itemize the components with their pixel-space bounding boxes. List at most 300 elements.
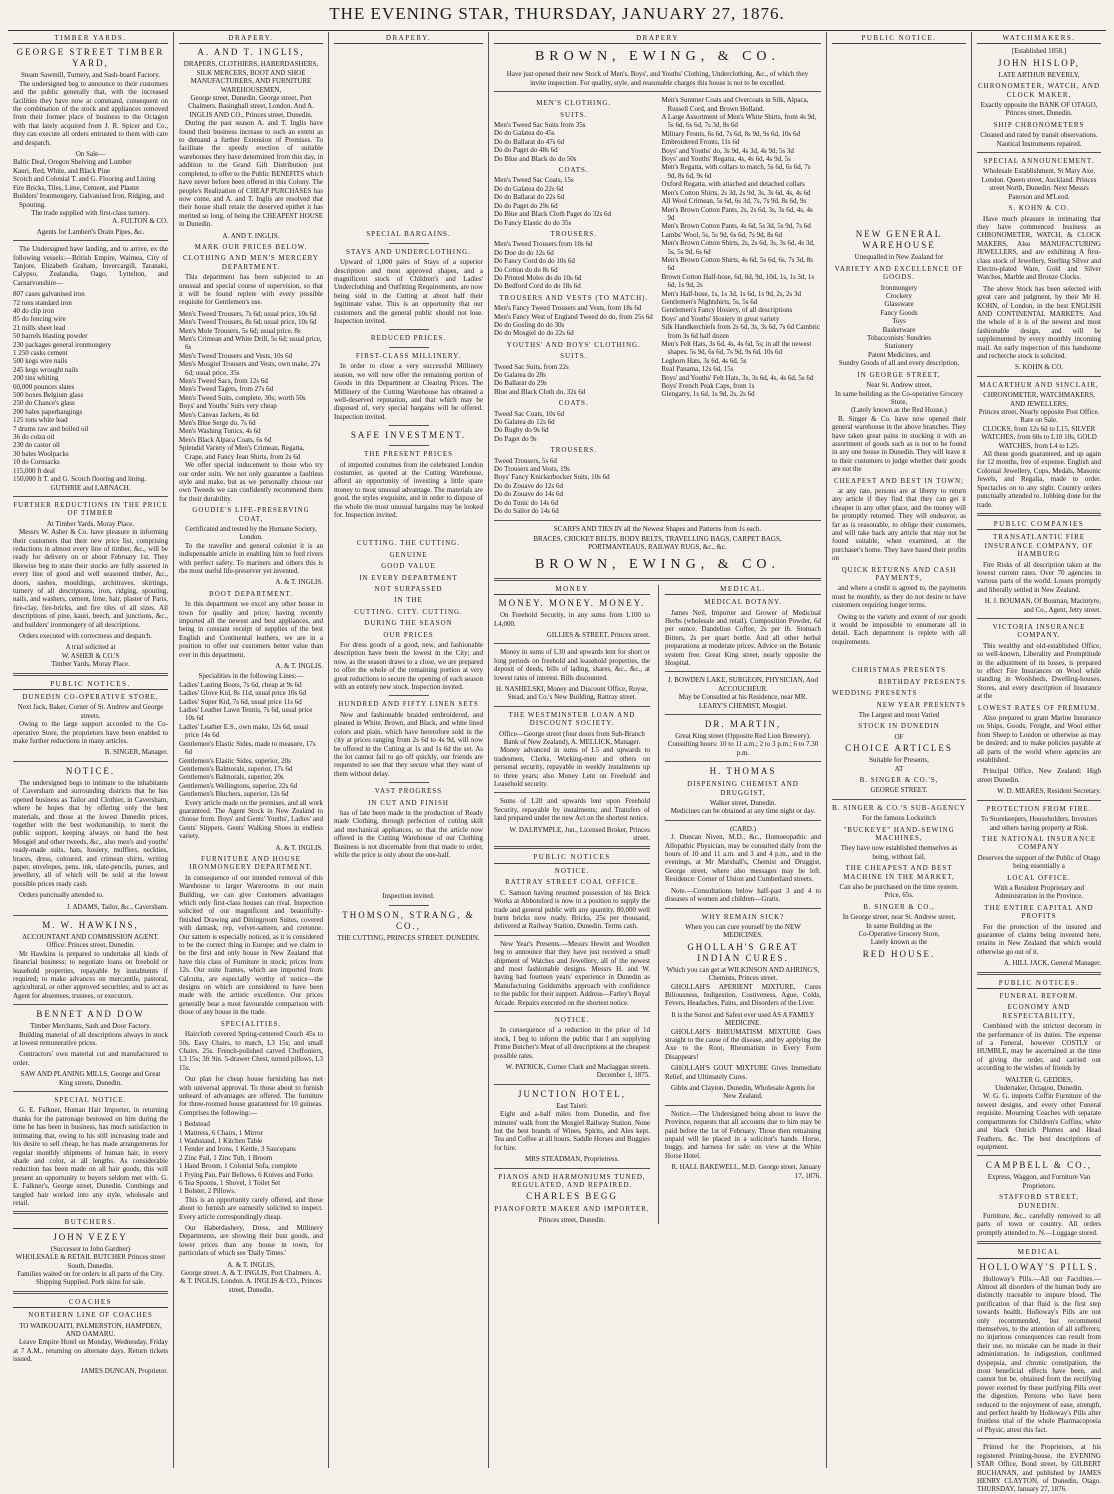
ad-subtitle: CLOCKS, from 12s 6d to L15, SILVER WATCHES, from 60s to L10 10s, GOLD WATCHES, from L4 to L25. — [981, 424, 1097, 450]
price-item: Ladies' Super Kid, 7s 6d, usual price 11s 6d — [179, 697, 302, 706]
ad-signature: A. & T. INGLIS. — [275, 843, 323, 852]
banner-line: DURING THE SEASON — [364, 619, 453, 628]
ad-note: Shipping Supplied. Pork skins for sale. — [35, 1278, 146, 1287]
price-list — [494, 176, 654, 226]
ad-body: Every article made on the premises, and all work guaranteed. The Agent Stock in New Zealand to choose from. Boys' and Gents' Youths', Ladies' and Gents' Slippers. Gents' Walking Shoes in endless variety. — [179, 798, 323, 841]
ad-body: GHOLLAH'S GOUT MIXTURE Gives Immediate Relief, and Ultimately Cures. — [665, 1064, 821, 1081]
ad-note: Orders punctually attended to. — [19, 891, 104, 900]
price-item: Ladies' Lasting Boots, 7s 6d, cheap at 9s 6d — [179, 680, 302, 689]
ad-title: FIRST-CLASS MILLINERY. — [355, 351, 462, 360]
ad-title: LOWEST RATES OF PREMIUM. — [977, 703, 1101, 712]
ad-subtitle: Wholesale Establishment, St Mary Axe, London. Queen street, Auckland. Princes street North, Dunedin. Next Messrs Paterson and M'Leod. — [981, 167, 1097, 201]
ad-subtitle: PIANOFORTE MAKER AND IMPORTER, — [494, 1205, 650, 1214]
cargo-item: 230 do castor oil — [13, 441, 60, 450]
ad-body: James Neil, Importer and Grower of Medicinal Herbs (wholesale and retail). Composition Powder, 6d per ounce. Dandelion Coffee, 2s per lb. Stomach Bitters, 2s per quart bottle. And all other herbal preparations at moderate prices. Advice on the Botanic system free. Great King street, nearly opposite the Hospital. — [665, 608, 821, 667]
ad-body: of imported costumes from the celebrated London costumier, as quoted at the Cutting Warehouse, afford an opportunity of investing a little spare money to most unusual advantage. The materials are good, the styles exquisite, and in order to dispose of the whole the most unusual bargains may be looked for. Inspection invited. — [334, 460, 483, 519]
price-item: Boys' and Youths' Suits very cheap — [179, 402, 277, 411]
ad-title: SPECIAL NOTICE. — [54, 1096, 127, 1105]
ad-subtitle: Co-Operative Grocery Store, — [858, 930, 940, 939]
banner-line: CUTTING. CITY. CUTTING. — [354, 607, 463, 616]
ad-title: HOLLOWAY'S PILLS. — [979, 1261, 1099, 1272]
price-item: Silk Handkerchiefs from 2s 6d, 3s, 3s 6d, 7s 6d Cambric from 3s 6d half dozen — [661, 323, 820, 340]
ad-title: SHIP CHRONOMETERS — [993, 120, 1085, 129]
price-item: Do Printed Moles do do 10s 6d — [494, 273, 582, 282]
ad-title: CHOICE ARTICLES — [845, 743, 953, 754]
cargo-item: 807 cases galvanised iron — [13, 290, 85, 299]
ad-note: Inspection invited. — [382, 892, 435, 901]
ad-body: New Year's Presents.—Messrs Hewitt and Woollett beg to announce that they have just received a small shipment of Watches and Jewellery, all of the newest and most fashionable designs. Messrs H. and W. having had fourteen years' experience in Dunedin as Manufacturing Goldsmiths approach with confidence to the public for their support. Address—Farley's Royal Arcade. Repairs executed on the shortest notice. — [494, 939, 650, 1007]
ad-subtitle: At Timber Yards, Moray Place. — [46, 519, 135, 528]
list-item: 2 Zinc Pail, 1 Zinc Tub, 1 Broom — [179, 1153, 273, 1162]
ad-body: Principal Office, New Zealand: High street Dunedin. — [977, 767, 1101, 784]
price-item: Men's Felt Hats, 3s 6d, 4s, 4s 6d, 5s; in all the newest shapes. 5s 9d, 6s 6d, 7s 9d, 9s 6d, 10s 6d — [661, 340, 812, 357]
divider — [977, 1155, 1101, 1156]
ad-body: The above Stock has been selected with great care and judgment, by their Mr H. KOHN, of London, in the best ENGLISH AND CONTINENTAL MARKETS. And the whole of it is of the newest and most fashionable design, and will be supplemented by every monthly incoming mail. An early inspection of this handsome and recherche stock is solicited. — [977, 284, 1101, 360]
ad-subtitle: WHOLESALE & RETAIL BUTCHER Princes street South, Dunedin. — [15, 1253, 166, 1270]
price-item: Men's Tweed Tagets, from 27s 6d — [179, 385, 274, 394]
money-column — [494, 585, 650, 1225]
ad-signature: J. ADAMS, Tailor, &c., Caversham. — [66, 902, 168, 911]
list-item: Basketware — [882, 325, 916, 334]
ad-body: Fire Risks of all description taken at the lowest current rates. Over 70 agencies in various parts of the world. Losses promptly and liberally settled in New Zealand. — [977, 560, 1101, 594]
price-item: Do Trousers and Vests, 19s — [494, 465, 570, 474]
whitespace — [334, 522, 483, 536]
price-columns — [494, 96, 821, 515]
list-item: 1 Bedstead — [179, 1120, 210, 1129]
whitespace — [334, 77, 483, 107]
ad-title: M. W. HAWKINS, — [42, 919, 139, 930]
ad-subtitle: George street, Dunedin. George street, Port Chalmers. Basinghall street, London. And A. INGLIS AND CO., Princes street, Dunedin. — [188, 94, 314, 119]
ad-signature: GILLIES & STREET, Princes street. — [546, 630, 650, 639]
divider — [389, 782, 429, 783]
banner-line: GENUINE — [389, 550, 428, 559]
ad-subtitle: In same Building as the — [865, 921, 933, 930]
price-item: Men's Tweed Trousers from 10s 6d — [494, 240, 593, 249]
ad-title: S. KOHN & CO. — [1008, 204, 1070, 213]
masthead-rule — [8, 30, 1106, 31]
ad-signature: MRS STEADMAN, Proprietress. — [524, 1155, 620, 1164]
price-item: Boys' French Peak Caps, from 1s — [661, 382, 755, 391]
divider — [665, 671, 821, 672]
ad-title: H. THOMAS — [709, 766, 777, 777]
list-item: 1 Washstand, 1 Kitchen Table — [179, 1136, 263, 1145]
ad-subtitle: Walker street, Dunedin. — [709, 799, 777, 808]
ad-subtitle: DISPENSING CHEMIST AND DRUGGIST, — [687, 780, 799, 797]
divider — [13, 240, 168, 241]
ad-subtitle: With a Resident Proprietary and Administration in the Province. — [994, 883, 1084, 901]
price-item: Do do Galatea do 22s 6d — [494, 184, 564, 193]
price-item: Brown Cotton Half-hose, 6d, 8d, 9d, 10d, 1s, 1s 3d, 1s 6d, 1s 9d, 2s — [661, 272, 815, 290]
ad-title: QUICK RETURNS AND CASH PAYMENTS, — [841, 565, 957, 583]
ad-signature: W. D. MEARES, Resident Secretary. — [997, 787, 1101, 796]
ad-subtitle: Unequalled in New Zealand for — [854, 253, 944, 262]
ad-body: Furniture, &c., carefully removed to all parts of town or country. All orders promptly attended to. N.—Luggage stored. — [977, 1211, 1101, 1237]
ad-body: In order to close a very successful Millinery season, we will now offer the remaining portion of Goods in this Department at Clearing Prices. The Millinery of the Cutting Warehouse has obtained a well-deserved reputation, and that which may be disposed of, very special bargains will be offered. Inspection invited. — [334, 362, 483, 421]
ad-title: MONEY. MONEY. MONEY. — [498, 598, 646, 609]
ad-title: NOTICE. — [554, 1015, 590, 1024]
list-item: Sundry Goods of all and every description, — [838, 359, 960, 368]
ad-title: TROUSERS. — [550, 229, 598, 238]
ad-title: NORTHERN LINE OF COACHES — [28, 1311, 153, 1320]
section-header: PUBLIC NOTICE. — [832, 34, 966, 44]
ad-title: COATS. — [558, 166, 589, 175]
ad-title: JUNCTION HOTEL, — [518, 1088, 626, 1099]
cargo-item: 500 kegs wire nails — [13, 357, 68, 366]
ad-title: BIRTHDAY PRESENTS — [878, 677, 966, 686]
ad-title: IN CUT AND FINISH — [368, 798, 449, 807]
cargo-item: 40 do clip iron — [13, 306, 55, 315]
price-item: Men's Brown Cotton Shirts, 4s 6d, 5s 6d, 6s, 7s 3d, 8s 6d — [661, 255, 813, 273]
price-item: Men's Canvas Jackets, 4s 6d — [179, 410, 259, 419]
ad-subtitle: Which you can get at WILKINSON AND AHRING'S, Chemists, Princes street. — [666, 965, 820, 983]
ad-body: has of late been made in the production of Ready made Clothing, through perfection of cutting skill and mechanical appliances, so that the article now offered in the Cutting Warehouse of our Clothing Business is not discernable from that made to order, while the price is only about the one-half. — [334, 808, 483, 859]
ad-title: "BUCKEYE" HAND-SEWING MACHINES, — [843, 825, 955, 842]
ad-title: NOTICE. — [554, 866, 590, 875]
whitespace — [334, 107, 483, 137]
ad-title: CHRISTMAS PRESENTS — [851, 666, 947, 675]
masthead: THE EVENING STAR, THURSDAY, JANUARY 27, 1876. — [329, 4, 785, 23]
divider — [494, 846, 650, 849]
ad-note: Medicines can be obtained at any time night or day. — [670, 807, 816, 816]
ad-title: TROUSERS AND VESTS (TO MATCH). — [499, 293, 649, 302]
ad-body: Building material of all descriptions always in stock at lowest remunerative prices. — [13, 1030, 168, 1048]
divider — [13, 1091, 168, 1092]
ad-title: DR. MARTIN, — [704, 719, 782, 729]
ad-body: Eight and a-half miles from Dunedin, and five minutes' walk from the Mosgiel Railway Station. None but the best brands of Wines, Spirits, and Ales kept. Tea and Coffee at all hours. Saddle Horses and Buggies for hire. — [494, 1110, 650, 1152]
whitespace — [832, 167, 966, 197]
price-item: Do do Tunic do 14s 6d — [494, 498, 558, 507]
price-item: Do Galatea do 28s — [494, 371, 546, 379]
divider — [494, 643, 650, 644]
ad-body: Combined with the strictest decorum in the performance of its duties. The expense of a Funeral, however COSTLY or HUMBLE, may be ascertained at the time of giving the order, and carried out according to the wishes of friends by — [977, 1022, 1101, 1073]
ad-signature: BROWN, EWING, & CO. — [534, 556, 781, 572]
ad-title: PROTECTION FROM FIRE. — [986, 804, 1092, 813]
divider — [977, 513, 1101, 516]
cargo-item: 1 250 casks cement — [13, 349, 68, 357]
ad-signature: A. FULTON & CO. — [112, 217, 168, 226]
ad-note: Orders executed with correctness and despatch. — [19, 632, 152, 640]
divider — [13, 1211, 168, 1214]
ad-subtitle: Specialities in the following Lines:— — [198, 672, 304, 681]
ad-signature: W. ASHER & CO.'S — [61, 651, 120, 660]
price-list — [179, 310, 323, 461]
divider — [977, 152, 1101, 153]
price-item: Do do Gosling do do 30s — [494, 320, 565, 329]
ad-subtitle: (CARD.) — [730, 824, 756, 833]
list-item: Fire Bricks, Tiles, Lime, Cement, and Plaster — [13, 183, 140, 192]
column-drapery-cutting — [328, 32, 488, 1468]
column-drapery-inglis — [173, 32, 328, 1468]
ad-subtitle: ACCOUNTANT AND COMMISSION AGENT. — [22, 932, 159, 941]
ad-signature: W. PATRICK, Corner Clark and Maclaggan streets. December 1, 1875. — [505, 1063, 650, 1080]
divider — [13, 673, 168, 676]
ad-title: LOCAL OFFICE. — [1007, 873, 1071, 882]
ad-signature: A. & T. INGLIS. — [275, 662, 323, 671]
ad-subtitle: East Taieri: — [556, 1101, 588, 1110]
ad-body: Upward of 1,000 pairs of Stays of a superior description and most approved shapes, and a magnificent stock of Children's and Ladies' Underclothing and Outfitting Requirements, are now being sold in the Cutting at about half their legitimate value. This is an opportunity that our customers and the general public should not lose. Inspection invited. — [334, 258, 483, 326]
section-header: MEDICAL. — [665, 585, 821, 595]
ad-subtitle: Can also be purchased on the time system. — [839, 883, 959, 891]
ad-subtitle: When you can cure yourself by the NEW MEDICINES. — [685, 922, 801, 940]
ad-note: A trial solicited at — [65, 643, 116, 652]
list-item: Baltic Deal, Oregon Shelving and Lumber — [13, 158, 132, 167]
ad-signature: B. SINGER & CO.'S, — [859, 775, 939, 784]
divider — [665, 820, 821, 821]
price-item: Men's Washing Tunics, 4s 6d — [179, 427, 261, 436]
price-item: Men's Crimean and White Drill, 5s 6d; usual price, 6s — [179, 335, 322, 352]
price-column-right — [662, 96, 822, 515]
ad-body: In consequence of our intended removal of this Warehouse to larger Warerooms in our main Building, we can give Customers advantages which only first-class houses can rival. Inspection solicited of our magnificent and beautifully-finished Drawing and Diningroom Suites, covered with damask, rep, velvet-satteen, and cretonne. Our sattern is especially noticed, as it is considered to be the correct thing in Europe; and we claim to be the first and only house in New Zealand that have this class of Furniture in stock; prices from 12s. Our suite frames, which are imported from Calcutta, are especially worthy of notice—the designs on which are considered to have been made with the artistic excellence. Our prices generally bear a most favourable comparison with those of any house in the trade. — [179, 873, 323, 1017]
divider — [977, 1438, 1101, 1439]
divider — [13, 496, 168, 497]
cargo-item: 21 mills sheet lead — [13, 323, 66, 332]
ad-body: Owing to the large support accorded to the Co-operative Store, the proprietors have been enabled to make further reductions in many articles. — [13, 720, 168, 746]
ad-body: Money advanced in sums of L5 and upwards to tradesmen, Clerks, Working-men and others on personal security, repayable in weekly instalments up to three years; also Money Lent on Freehold and Leasehold security. — [494, 746, 650, 789]
ad-body: The undersigned begs to intimate to the inhabitants of Caversham and surrounding districts that he has opened business as Tailor and Clothier, in Caversham, where he hopes that by offering only the best materials, and those at the lowest Dunedin prices, together with the best workmanship, to merit the public support, keeping always on hand the best Mosgiel and other tweeds, &c., also men's and youths' ready-made suits, hats, hosiery, mufflers, neckties, braces, dress, coloured, and crimean shirts, writing paper, envelopes, pens, ink, slate-pencils, purses, and jewellery, all of which will be sold at the lowest possible prices ready cash. — [13, 778, 168, 888]
ad-title: THE NATIONAL INSURANCE COMPANY — [981, 834, 1097, 852]
ad-subtitle: Great King street (Opposite Red Lion Brewery). — [675, 732, 811, 740]
furniture-list — [179, 1120, 323, 1196]
ad-signature: THOMSON, STRANG, & CO., — [342, 909, 475, 931]
divider — [832, 799, 966, 800]
ad-body: Money in sums of L30 and upwards lent for short or long periods on freehold and leasehold properties, the deposit of deeds, bills of lading, shares, &c., &c., at lowest rates of interest. Bills discounted. — [494, 648, 650, 682]
ad-subtitle: George street. A. & T. INGLIS, Port Chalmers. A. & T. INGLIS, London. A. INGLIS & CO., Princes street, Dunedin. — [180, 1269, 322, 1294]
ad-subtitle: They have now established themselves as being, without fail, — [840, 844, 958, 861]
ad-title: GOUDIE'S LIFE-PRESERVING COAT, — [192, 506, 310, 523]
whitespace — [832, 649, 966, 663]
section-header: DRAPERY — [494, 34, 821, 44]
ad-body: B. Singer & Co. have now opened their general warehouse in the above branches. They have taken great pains in stocking it with an assortment of goods such as is not to be found in any one house in Dunedin. They will leave it to their customers to judge whether their goods are not the — [832, 414, 966, 474]
lower-split — [494, 585, 821, 1225]
divider — [977, 800, 1101, 801]
ad-subtitle: Price, 65s. — [884, 891, 914, 900]
price-item: Gentlemen's Elastic Sides, superior, 20s — [179, 756, 291, 765]
ad-body: The Undersigned have landing, and to arrive, ex the following vessels:—British Empire, Waimea, City of Tanjore, Elizabeth Graham, Invercargill, Taranaki, Calypso, Zealandia, Oago, Lyttelton, and Carnarvonshire— — [13, 245, 168, 287]
ad-subtitle: Suitable for Presents, — [869, 756, 929, 765]
ad-title: THE PRESENT PRICES — [363, 450, 454, 459]
price-item: Ladies' Leather E.S., own make, 12s 6d, usual price 14s 6d — [179, 722, 309, 740]
price-item: Men's Blue Serge do, 7s 6d — [179, 419, 256, 428]
cutting-banner — [334, 539, 483, 639]
price-item: Gentlemen's Bluchers, superior, 12s 6d — [179, 790, 289, 799]
ad-note: Note.—Consultations below half-past 3 and 4 to diseases of women and children—Gratis. — [665, 886, 821, 904]
ad-title: SAFE INVESTMENT. — [350, 430, 467, 441]
cargo-item: 200 bales paperhangings — [13, 407, 83, 416]
price-item: Men's Cotton Shirts, 2s 3d, 2s 9d, 3s, 3s 6d, 4s, 4s 6d — [661, 188, 811, 197]
ad-subtitle: SAW AND PLANING MILLS, George and Great King streets, Dunedin. — [20, 1070, 161, 1087]
ad-body: For the protection of the insured and guarantee of claims being invested here, retains in New Zealand that which would otherwise go out of it. — [977, 922, 1101, 956]
ad-body: J. Duncan Niven, M.D., &c., Homoeopathic and Allopathic Physician, may be consulted daily from the hours of 10 and 11 a.m. and 3 and 4 p.m., and in the evenings, at Mr Marshall's, Chemist and Druggist, George street, where also messages may be left. Residence: Corner of Union and Cumberland streets. — [665, 833, 821, 884]
list-item: Glassware — [884, 300, 914, 309]
ad-subtitle: In George street, near St. Andrew street, — [842, 913, 956, 922]
ad-body: at any rate, persons are at liberty to return any article if they find that they can get it cheaper in any other place, and the money will be promptly returned. They will endeavor, as far as is reasonable, to oblige their customers, and will take back any article that may not be found suitable, when examined, at the purchaser's home. They have based their profits on — [832, 486, 966, 563]
price-item: Boys' and Youths' Felt Hats, 3s, 3s 6d, 4s, 4s 6d, 5s 6d — [661, 373, 814, 382]
list-item: Kauri, Red, White, and Black Pine — [13, 166, 111, 175]
ad-signature: Gibbs and Clayton, Dunedin, Wholesale Agents for New Zealand. — [670, 1084, 816, 1101]
ad-title: MEDICAL BOTANY. — [704, 598, 782, 607]
ad-body: Our plan for cheap house furnishing has met with universal approval. To those about to furnish unheard of advantages are offered. The furniture for three-roomed house guaranteed for 10 guineas. Comprises the following:— — [179, 1075, 323, 1117]
price-item: Boys' and Youths' do, 3s 9d, 4s 3d, 4s 9d, 5s 3d — [661, 146, 794, 155]
ad-signature: S. KOHN & CO. — [1014, 363, 1064, 372]
section-header: TIMBER YARDS. — [13, 34, 168, 44]
ad-subtitle: The Largest and most Varied — [858, 710, 940, 719]
ad-subtitle: GEORGE STREET. — [870, 786, 928, 795]
ad-signature: H. J. BOUMAN, Of Bouman, Macintyre, and Co., Agent, Jetty street. — [984, 597, 1101, 614]
ad-body: This wealthy and old-established Office, so well-known, Liberality and Promptitude in the adjustment of its losses, is prepared to effect Fire Insurances on Wool while standing in Woolsheds, Dwelling-houses, Stores, and every description of Insurance at the — [977, 641, 1101, 701]
price-item: Do Galatea do 12s 6d — [494, 418, 555, 427]
list-item: Ironmongery — [880, 283, 918, 292]
cargo-item: 50 barrels blasting powder — [13, 332, 88, 341]
ad-body: Sums of L20 and upwards lent upon Freehold Security, repayable by instalments; and Transfers of land prepared under the new Act on the shortest notice. — [494, 797, 650, 823]
ad-subtitle: Certificated and tested by the Humane Society, London. — [185, 524, 317, 542]
whitespace — [334, 197, 483, 227]
price-item: Men's Tweed Trousers, 8s 6d; usual price, 10s 6d — [179, 318, 317, 327]
section-header: DRAPERY. — [334, 34, 483, 44]
ad-body: Our Haberdashery, Dress, and Millinery Departments, are showing their bust goods, and lower prices than any house in town, for particulars of which see 'Daily Times.' — [179, 1224, 323, 1258]
section-header: MONEY — [494, 585, 650, 595]
ad-title: MEN'S CLOTHING. — [536, 99, 612, 108]
cargo-item: 7 drums raw and boiled oil — [13, 424, 89, 433]
price-item: Gentlemen's Fancy Hosiery, of all descriptions — [661, 306, 793, 315]
ad-title: SPECIAL BARGAINS. — [366, 230, 451, 239]
banner-line: IN EVERY DEPARTMENT — [359, 573, 458, 582]
price-list — [494, 363, 654, 397]
ad-body: In this department we excel any other house in town for quality and price; having recently imported all the newest and best appliances, and being in constant receipt of supplies of the best English and Continental leathers, we are in a position to offer our customers better value than ever in this department. — [179, 600, 323, 659]
divider — [977, 972, 1101, 975]
price-item: Boys' and Youths' Hosiery in great variety — [661, 314, 780, 323]
ad-signature: H. NASHELSKI, Money and Discount Office, Royse, Stead, and Co.'s New Building, Rattray street. — [496, 684, 648, 702]
price-item: Men's Mosgiel Trousers and Vests, own make, 27s 6d; usual price, 35s — [179, 360, 321, 377]
ad-title: SPECIALITIES. — [220, 1019, 282, 1028]
ad-title: VARIETY AND EXCELLENCE OF GOODS. — [834, 264, 964, 282]
cargo-item: 36 do colza oil — [13, 433, 55, 442]
price-list — [494, 473, 654, 515]
divider — [665, 714, 821, 715]
price-item: Men's Fancy West of England Tweed do do, from 25s 6d — [494, 312, 653, 321]
list-item: Crockery — [885, 292, 913, 301]
ad-title: VICTORIA INSURANCE COMPANY. — [992, 622, 1086, 640]
banner-line: CUTTING. THE CUTTING. — [357, 539, 460, 548]
ad-subtitle: THE CUTTING, PRINCES STREET. DUNEDIN. — [337, 933, 480, 942]
ad-subtitle: AT — [894, 764, 904, 773]
ad-subtitle: Exactly opposite the BANK OF OTAGO, Princes street, Dunedin. — [980, 101, 1098, 118]
ad-title: IN GEORGE STREET, — [857, 370, 941, 379]
banner-line: IN THE — [394, 596, 423, 605]
ad-subtitle: May be Consulted at his Residence, near MR. LEARY'S CHEMIST, Mosgiel. — [678, 693, 808, 710]
divider — [389, 243, 429, 244]
ad-subtitle: BRACES, CRICKET BELTS, BODY BELTS, TRAVELLING BAGS, CARPET BAGS, PORTMANTEAUS, RAILWAY RUGS, &c., &c. — [533, 534, 782, 552]
divider — [389, 445, 429, 446]
price-item: Gentlemen's Elastic Sides, made to measure, 17s 6d — [179, 739, 316, 757]
price-item: Men's Tweed Sac Suits from 35s — [494, 121, 586, 130]
ad-title: JOHN VEZEY — [53, 1231, 128, 1242]
medical-column — [658, 585, 821, 1225]
list-item: 1 Hand Broom, 1 Colonial Sofa, complete — [179, 1162, 298, 1171]
ad-title: ECONOMY AND RESPECTABILITY, — [1002, 1003, 1076, 1020]
ad-body: G. E. Falkner, Human Hair Importer, in returning thanks for the patronage bestowed on him during the time he has been in business, has much satisfaction in intimating that, owing to his still increasing trade and his desire to sell cheap, he has made arrangements for regular monthly shipments of human hair, in every shade and color, at all lengths. As considerable reduction has been made on all hair goods, this will present an opportunity to buyers seldom met with. G. E. Falkner's, George street, Dunedin. Combings and tangled hair worked into any style, wholesale and retail. — [13, 1106, 168, 1207]
ad-body: and where a credit is agreed to, the payments must be monthly, as they do not desire to have customers requiring longer terms. — [832, 584, 966, 610]
ad-body: New and fashionable braided embroidered, and pleated in White, Brown, and Black, and white lined colors and plain, which have heretofore sold in the city at prices ranging from 2s 6d to 4s 9d, will now be offered in the Cutting at 1s and 1s 6d the set. As the lot cannot fail to go off quickly, our friends are requested to see that they secure what they want of them without delay. — [334, 710, 483, 778]
ad-title: NOTICE. — [65, 765, 116, 776]
ad-note: It is the Surest and Safest ever used AS A FAMILY MEDICINE. — [671, 1010, 815, 1028]
list-item: Tobacconists' Sundries — [867, 334, 931, 343]
price-item: Glengarry, 1s 6d, 1s 9d, 2s, 2s 6d — [661, 390, 755, 399]
ad-title: DUNEDIN CO-OPERATIVE STORE, — [22, 693, 159, 702]
ad-body: C. Samson having resumed possession of his Brick Works at Abbotsford is now in a position to supply the trade and general public with any quantity. 80,000 well burnt bricks now ready. Bricks, 25s per thousand, delivered at Railway Station, Dunedin. Terms cash. — [494, 888, 650, 931]
ad-signature: GUTHRIE and LARNACH. — [50, 483, 131, 492]
ad-note: Agents for Lambert's Drain Pipes, &c. — [36, 227, 145, 236]
ad-title: JOHN HISLOP, — [997, 57, 1080, 68]
whitespace — [334, 137, 483, 167]
ad-body: For dress goods of a good, new, and fashionable description have been the lowest in the City; and now, as the season draws to a close, we are prepared to offer the whole of the remaining portion at very great reductions to secure the opening of each season with an entirely new stock. Inspection invited. — [334, 641, 483, 692]
ad-body: Owing to the variety and extent of our goods it would be impossible to enumerate all in detail. Each department is replete with all requirements. — [832, 612, 966, 646]
column-timber-yards — [8, 32, 173, 1468]
ad-note: Families waited on for orders in all parts of the City. — [17, 1269, 164, 1278]
ad-title: REDUCED PRICES. — [370, 334, 447, 343]
price-item: Tweed Sac Suits, from 22s — [494, 362, 569, 371]
section-header: DRAPERY. — [179, 34, 323, 44]
ad-subtitle: Undertaker, Octagon, Dunedin. — [995, 1084, 1083, 1093]
imprint: Printed for the Proprietors, at his registered Printing-house, the EVENING STAR Office, Bond street, by GILBERT BUCHANAN, and published by JAMES HENRY CLAYTON, of Dunedin, Otago. THURSDAY, January 27, 1876. — [977, 1443, 1101, 1494]
ad-title: MACARTHUR AND SINCLAIR, — [979, 380, 1099, 389]
ad-signature: B. SINGER, Manager. — [104, 748, 168, 757]
price-item: Blue and Black Cloth do, 32s 6d — [494, 387, 586, 396]
ad-title: FURTHER REDUCTIONS IN THE PRICE OF TIMBER — [13, 500, 168, 518]
ad-title: J. BOWDEN LAKE, SURGEON, PHYSICIAN, And ACCOUCHEUR. — [668, 676, 818, 693]
cargo-item: 30 bales Woolpacks — [13, 449, 69, 458]
list-item: Scotch and Colonial T. and G. Flooring and Lining — [13, 175, 156, 184]
divider — [977, 376, 1101, 377]
ad-signature: A. AND T. INGLIS. — [222, 231, 280, 240]
ad-title: GEORGE STREET TIMBER YARD, — [16, 47, 165, 69]
ad-body: Holloway's Pills.—All our Faculties.—Almost all disorders of the human body are distinctly traceable to impure blood. The purification of that fluid is the first step towards health. Holloway's Pills are not only recommended, but recommend themselves, to the attention of all sufferers; no injurious consequences can result from their use, no mistake can be made in their administration. In indigestion, confirmed dyspepsia, and chronic constipation, the most beneficial effects have been, and cannot but be, obtained from the rectifying power exerted by these purifying Pills over the digestion. Persons who have been reduced to the enjoyment of ease, strength, and perfect health by Holloway's Pills after fruitless trial of the whole Pharmacopoeia of Physic, attest this fact. — [977, 1274, 1101, 1434]
price-item: Do Rugby do 9s 6d — [494, 426, 549, 435]
cargo-item: 60,000 pounces slates — [13, 382, 75, 391]
ad-title: RATTRAY STREET COAL OFFICE. — [505, 878, 639, 887]
ad-body: All these goods guaranteed, and up again for 12 months, free of expense. English and Colonial Jewellery, Cups, Medals, Masonic Jewels, and Regalia, made to order. Spectacles on to any sight. Country orders punctually attended to. Jobbing done for the trade. — [977, 450, 1101, 509]
section-header: COACHES — [13, 1298, 168, 1308]
boot-price-list — [179, 681, 323, 799]
ad-subtitle: Princes street, Nearly opposite Post Office. Rare on Sale. — [978, 408, 1100, 425]
price-item: Ladies' Glove Kid, 8s 11d, usual price 10s 6d — [179, 689, 306, 698]
price-item: Gentlemen's Balmorals, superior, 20s — [179, 773, 284, 782]
divider — [494, 792, 650, 793]
ad-signature: Timber Yards, Moray Place. — [51, 660, 130, 669]
price-item: Do Fancy Cord do do 10s 6d — [494, 257, 575, 266]
ad-title: RED HOUSE. — [862, 948, 936, 959]
price-item: Do Ballarat do 29s — [494, 379, 547, 388]
divider — [977, 1241, 1101, 1244]
price-item: Do Blue and Black do do 50s — [494, 154, 577, 163]
price-list — [494, 121, 654, 163]
ad-title: FURNITURE AND HOUSE IRONMONGERY DEPARTMENT. — [189, 854, 313, 872]
ad-subtitle: TO WAIKOUAITI, PALMERSTON, HAMPDEN, AND OAMARU. — [19, 1321, 162, 1338]
ad-subtitle: OF — [894, 732, 904, 741]
whitespace — [334, 167, 483, 197]
price-item: Men's Regatta, with collars to match, 5s 6d, 6s 6d, 7s 9d, 8s 6d, 9s 6d — [661, 163, 811, 180]
divider — [389, 329, 429, 330]
ad-title: COATS. — [558, 399, 589, 408]
list-item: 1 Mattress, 6 Chairs, 1 Mirror — [179, 1128, 263, 1137]
price-item: Men's Brown Cotton Shirts, 2s, 2s 6d, 3s, 3s 6d, 4s 3d, 5s, 5s 9d, 6s 6d — [661, 239, 815, 256]
list-item: 6 Tea Spoons, 1 Shovel, 1 Toilet Set — [179, 1179, 281, 1187]
price-item: A Large Assortment of Men's White Shirts, from 4s 9d, 5s 6d, 6s 6d, 7s 3d, 8s 6d — [661, 113, 817, 130]
price-item: Boys' and Youths' Regatta, 4s, 4s 6d, 4s 9d, 5s — [661, 155, 791, 164]
divider — [494, 1168, 650, 1169]
ad-subtitle: (Lately known as the Red House.) — [851, 406, 947, 415]
cargo-item: 85 do fencing wire — [13, 315, 66, 324]
cargo-item: 72 tons standard iron — [13, 298, 72, 307]
